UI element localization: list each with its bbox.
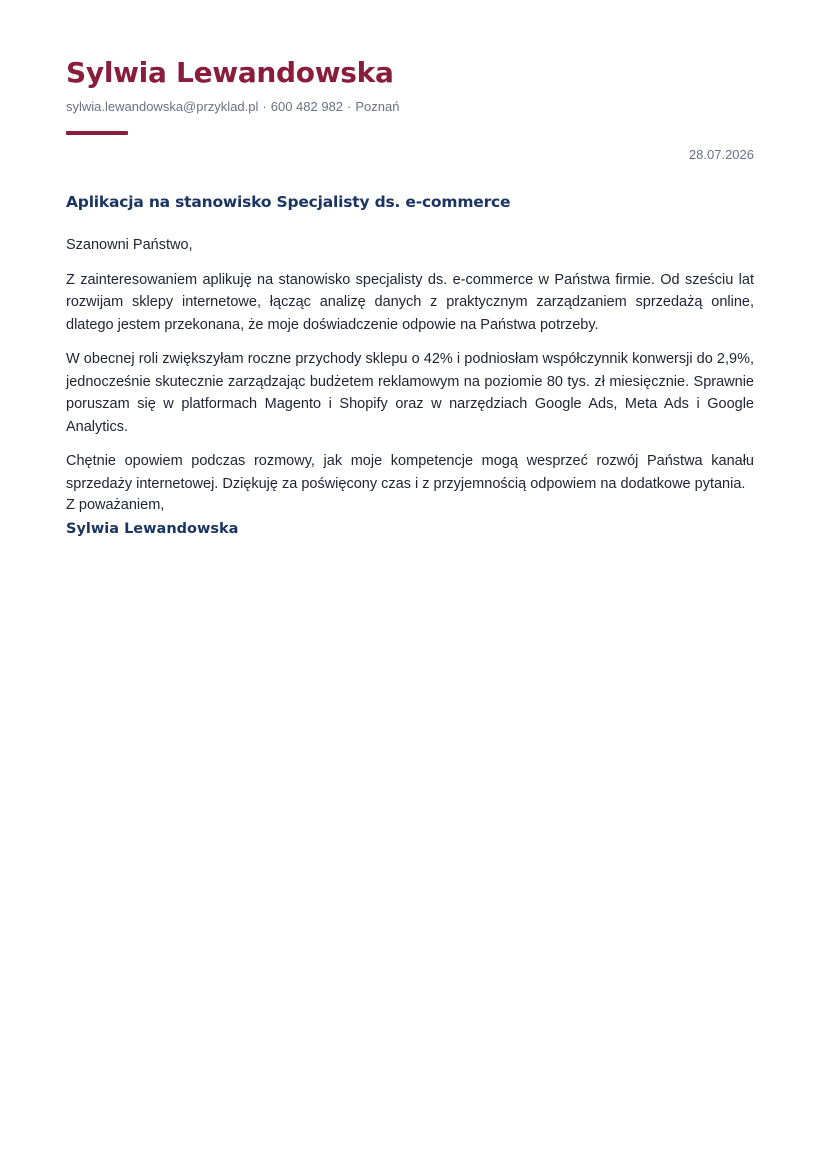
contact-phone: 600 482 982: [270, 99, 344, 114]
contact-email: sylwia.lewandowska@przyklad.pl: [66, 99, 259, 114]
accent-divider: [66, 131, 128, 135]
contact-line: [66, 99, 399, 114]
sender-name: Sylwia Lewandowska: [66, 56, 394, 89]
letter-paragraph: W obecnej roli zwiększyłam roczne przychody sklepu o 42% i podniosłam współczynnik konwersji do 2,9%, jednocześnie skutecznie zarządzając budżetem reklamowym na poziomie 80 tys. zł miesięcznie. Sprawnie poruszam się w platformach Magento i Shopify oraz w narzędziach Google Ads, Meta Ads i Google Analytics.: [66, 351, 754, 435]
letter-subject: Aplikacja na stanowisko Specjalisty ds. e-commerce: [66, 193, 511, 211]
letter-greeting: Szanowni Państwo,: [66, 237, 193, 253]
contact-separator: ·: [347, 99, 352, 114]
letter-signature: Sylwia Lewandowska: [66, 521, 239, 537]
letter-body: [66, 234, 754, 507]
letter-paragraph: Z zainteresowaniem aplikuję na stanowisko specjalisty ds. e-commerce w Państwa firmie. Od sześciu lat rozwijam sklepy internetowe, łącząc analizę danych z praktycznym zarządzaniem sprzedażą online, dlatego jestem przekonana, że moje doświadczenie odpowie na Państwa potrzeby.: [66, 271, 754, 333]
contact-city: Poznań: [355, 99, 400, 114]
contact-separator: ·: [262, 99, 267, 114]
letter-paragraph: Chętnie opowiem podczas rozmowy, jak moje kompetencje mogą wesprzeć rozwój Państwa kanału sprzedaży internetowej. Dziękuję za poświęcony czas i z przyjemnością odpowiem na dodatkowe pytania.: [66, 453, 754, 492]
letter-closing: Z poważaniem,: [66, 497, 165, 513]
letter-date: 28.07.2026: [688, 147, 754, 162]
